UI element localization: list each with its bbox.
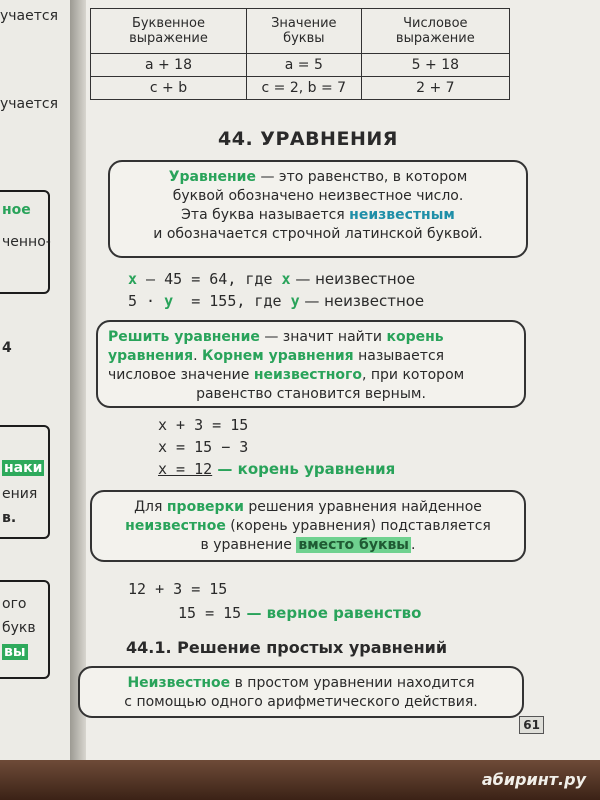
left-page-line: учается [0, 8, 59, 24]
example-variable: y [164, 292, 174, 310]
left-page-line: учается [0, 96, 59, 112]
check-text: . [410, 537, 416, 553]
left-page-line: ения [2, 486, 38, 502]
section-number: 44. [218, 128, 254, 150]
example-text: = 155, где [173, 292, 291, 310]
table-cell: c + b [91, 77, 247, 100]
check-label: — верное равенство [241, 604, 422, 622]
table-header: Буквенное выражение [91, 9, 247, 54]
definition-text: Эта буква называется [181, 207, 350, 223]
example-equation [128, 270, 415, 288]
table-cell: 5 + 18 [361, 54, 509, 77]
solution-line [158, 460, 395, 478]
definition-box [108, 160, 528, 258]
section-title [218, 128, 398, 150]
example-text: — неизвестное [290, 270, 416, 288]
check-text: Для [134, 499, 167, 515]
example-text: — неизвестное [299, 292, 425, 310]
page-number: 61 [519, 716, 544, 734]
term-unknown-simple: Неизвестное [127, 675, 231, 691]
table-cell: a = 5 [246, 54, 361, 77]
solve-text: называется [353, 348, 445, 364]
table-header: Числовое выражение [361, 9, 509, 54]
solution-line: x = 15 − 3 [158, 438, 249, 456]
check-text: решения уравнения найденное [243, 499, 482, 515]
term-solve-equation: Решить уравнение [108, 329, 260, 345]
term-check: проверки [166, 499, 244, 515]
solution-line: x + 3 = 15 [158, 416, 249, 434]
check-text: (корень уравнения) подставляется [225, 518, 491, 534]
term-equation: Уравнение [168, 169, 256, 185]
example-text: 5 · [128, 292, 165, 310]
root-label: — корень уравнения [212, 460, 396, 478]
example-variable: x [281, 270, 291, 288]
table-header-row [91, 9, 510, 54]
check-equality: 15 = 15 [178, 604, 242, 622]
term-unknown-value: неизвестного [253, 367, 362, 383]
term-instead-of-letter: вместо буквы [298, 537, 409, 553]
watermark-text: абиринт.ру [481, 770, 586, 789]
root-result: x = 12 [158, 460, 213, 478]
solve-text: , при котором [361, 367, 465, 383]
table-header: Значение буквы [246, 9, 361, 54]
term-root-def: Корнем уравнения [202, 348, 354, 364]
simple-equation-box [78, 666, 524, 718]
section-title-text: УРАВНЕНИЯ [260, 128, 398, 150]
example-equation [128, 292, 424, 310]
left-page-line: вы [4, 644, 26, 660]
simple-text: с помощью одного арифметического действия. [124, 694, 478, 710]
table-row [91, 54, 510, 77]
left-page-line: букв [2, 620, 36, 636]
solve-text: равенство становится верным. [196, 386, 426, 402]
term-unknown: неизвестным [349, 207, 455, 223]
check-text: в уравнение [200, 537, 297, 553]
definition-text: и обозначается строчной латинской буквой. [153, 226, 483, 242]
left-page-line: в. [2, 510, 17, 526]
example-variable: y [290, 292, 300, 310]
definition-text: буквой обозначено неизвестное число. [172, 188, 464, 204]
solve-text: . [193, 348, 202, 364]
left-page-line: ченно- [2, 234, 51, 250]
values-table [90, 8, 510, 100]
solve-text: числовое значение [108, 367, 254, 383]
example-variable: x [128, 270, 138, 288]
solve-definition-box [96, 320, 526, 408]
definition-text: — это равенство, в котором [256, 169, 468, 185]
term-unknown-found: неизвестное [125, 518, 226, 534]
simple-text: в простом уравнении находится [230, 675, 475, 691]
table-cell: a + 18 [91, 54, 247, 77]
left-page-line: ого [2, 596, 27, 612]
left-page-line: ное [2, 202, 31, 218]
left-page-line: 4 [2, 340, 12, 356]
subsection-title: 44.1. Решение простых уравнений [126, 638, 448, 657]
main-page [86, 0, 600, 780]
check-definition-box [90, 490, 526, 562]
check-line [178, 604, 421, 622]
table-cell: c = 2, b = 7 [246, 77, 361, 100]
check-line: 12 + 3 = 15 [128, 580, 228, 598]
term-root: корень уравнения [108, 329, 444, 364]
solve-text: — значит найти [259, 329, 387, 345]
table-row [91, 77, 510, 100]
left-page-line: наки [4, 460, 43, 476]
table-cell: 2 + 7 [361, 77, 509, 100]
left-page-fragment [0, 0, 71, 760]
example-text: — 45 = 64, где [137, 270, 282, 288]
book-gutter [70, 0, 86, 780]
